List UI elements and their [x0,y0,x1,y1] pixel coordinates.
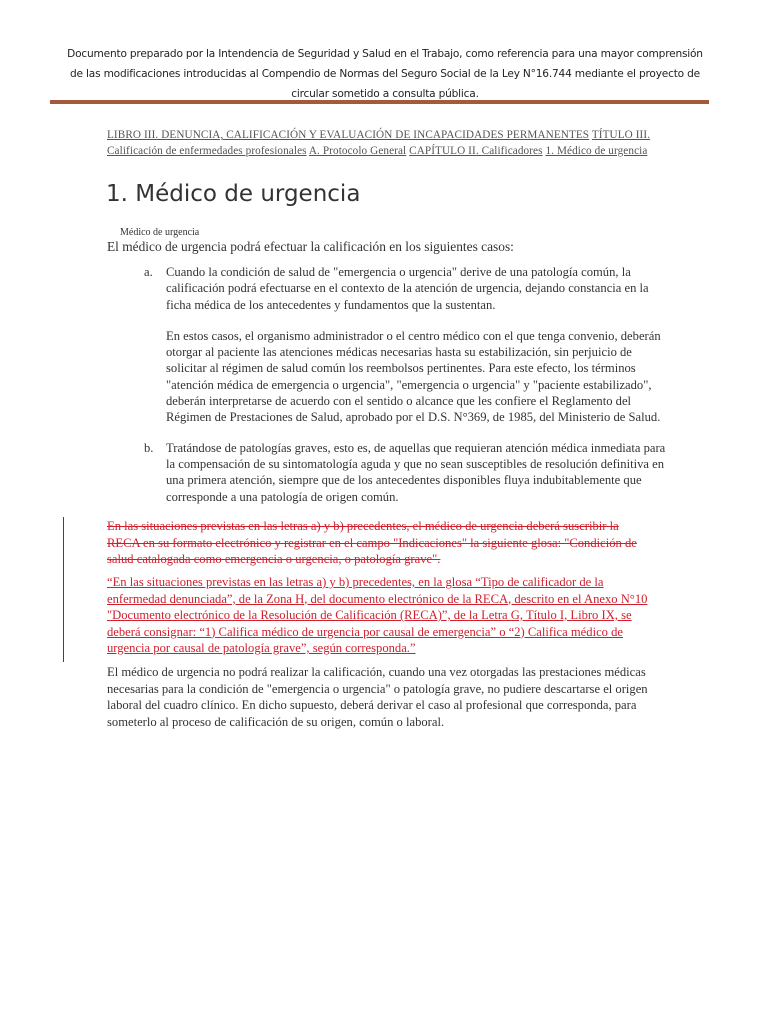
inserted-paragraph: “En las situaciones previstas en las letras a) y b) precedentes, en la glosa “Tipo de calificador de la enfermedad denunciada”, de la Zona H, del documento electrónico de la RECA, descrito en el Anexo N°10 "Documento electrónico de la Resolución de Calificación (RECA)”, de la Letra G, Título I, Libro IX, se deberá consignar: “1) Califica médico de urgencia por causal de emergencia” o “2) Califica médico de urgencia por causal de patología grave”, según corresponda.” [107,575,648,655]
breadcrumb-protocolo-general[interactable]: A. Protocolo General [308,145,407,157]
list-item-b [107,440,667,505]
closing-paragraph: El médico de urgencia no podrá realizar la calificación, cuando una vez otorgadas las prestaciones médicas necesarias para la condición de "emergencia o urgencia" o patología grave, no pudiere descartarse el origen laboral del cuadro clínico. En dicho supuesto, deberá derivar el caso al profesional que corresponda, para someterlo al proceso de calificación de su origen, común o laboral. [107,665,648,729]
item-b-paragraph: Tratándose de patologías graves, esto es, de aquellas que requieran atención médica inmediata para la compensación de su sintomatología aguda y que no sean susceptibles de resolución definitiva en una primera atención, siempre que de los antecedentes disponibles fluya indubitablemente que corresponde a una patología de origen común. [166,440,666,504]
breadcrumb-medico-urgencia[interactable]: 1. Médico de urgencia [545,145,648,157]
item-a-paragraph-1: Cuando la condición de salud de "emergencia o urgencia" derive de una patología común, la calificación podrá efectuarse en el contexto de la atención de urgencia, dejando constancia en la ficha médica de los antecedentes y fundamentos que la sustentan. [166,265,649,312]
breadcrumb-capitulo-ii[interactable]: CAPÍTULO II. Calificadores [409,145,543,157]
breadcrumb-titulo-iii[interactable]: TÍTULO III. Calificación de enfermedades profesionales [107,129,651,157]
list-marker-a: a. [144,265,153,279]
header-divider [50,100,709,104]
breadcrumb-libro-iii[interactable]: LIBRO III. DENUNCIA, CALIFICACIÓN Y EVALUACIÓN DE INCAPACIDADES PERMANENTES [107,129,590,141]
deleted-paragraph: En las situaciones previstas en las letras a) y b) precedentes, el médico de urgencia deberá suscribir la RECA en su formato electrónico y registrar en el campo "Indicaciones" la siguiente glosa: "Condición de salud catalogada como emergencia o urgencia, o patología grave". [107,519,637,566]
tracked-change-bar [63,517,64,662]
list-marker-b: b. [144,440,154,455]
intro-paragraph: El médico de urgencia podrá efectuar la calificación en los siguientes casos: [107,239,514,254]
list-item-a [107,264,667,426]
cases-list [107,264,667,519]
section-label: Médico de urgencia [120,227,200,238]
header-note: Documento preparado por la Intendencia de Seguridad y Salud en el Trabajo, como referencia para una mayor comprensión de las modificaciones introducidas al Compendio de Normas del Seguro Social de la Ley N°16.744 mediante el proyecto de circular sometido a consulta pública. [67,48,703,100]
item-a-paragraph-2: En estos casos, el organismo administrador o el centro médico con el que tenga convenio, deberán otorgar al paciente las atenciones médicas necesarias hasta su estabilización, sin perjuicio de solicitar al régimen de salud común los reembolsos pertinentes. Para este efecto, los términos "atención médica de emergencia o urgencia", "emergencia o urgencia" y "paciente estabilizado", deberán interpretarse de acuerdo con el sentido o alcance que les confiere el Reglamento del Régimen de Prestaciones de Salud, aprobado por el D.S. N°369, de 1985, del Ministerio de Salud. [166,328,661,425]
breadcrumb [107,127,667,159]
page-title: 1. Médico de urgencia [106,181,361,207]
